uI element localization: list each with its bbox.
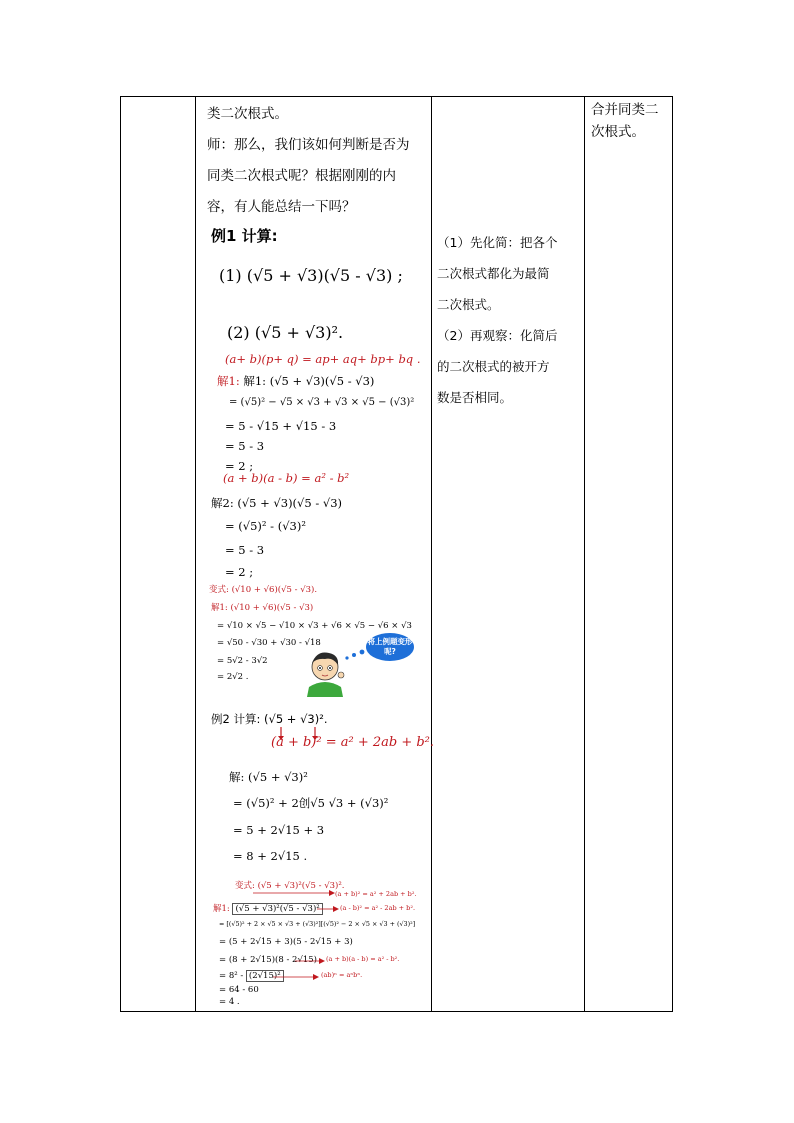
variant1-solution-head: 解1: (√10 + √6)(√5 - √3) — [211, 603, 314, 613]
variant2-step: = (5 + 2√15 + 3)(5 - 2√15 + 3) — [219, 937, 353, 947]
solution1-step: = 2 ; — [225, 459, 254, 473]
example2-title: 例2 计算: (√5 + √3)². — [211, 712, 328, 726]
formula-expand: (a+ b)(p+ q) = ap+ aq+ bp+ bq . — [225, 352, 421, 366]
solution1-head — [217, 373, 374, 389]
example1-question1: (1) (√5 + √3)(√5 - √3) ; — [219, 266, 403, 285]
intent-line: 次根式。 — [591, 124, 645, 140]
variant2-formula: (a - b)² = a² - 2ab + b². — [340, 904, 416, 912]
solution1-step: = (√5)² − √5 × √3 + √3 × √5 − (√3)² — [229, 397, 415, 408]
solution3-step: = 5 + 2√15 + 3 — [233, 823, 325, 837]
solution3-step: = (√5)² + 2创√5 √3 + (√3)² — [233, 796, 389, 810]
method-line: 的二次根式的被开方 — [437, 359, 550, 374]
dialogue-line: 类二次根式。 — [207, 106, 288, 122]
variant2-step: = (8 + 2√15)(8 - 2√15) — [219, 955, 317, 965]
solution2-step: = 5 - 3 — [225, 543, 265, 557]
example1-question2: (2) (√5 + √3)². — [227, 323, 344, 342]
dialogue-line: 同类二次根式呢？根据刚刚的内 — [207, 168, 396, 184]
variant2-step: = 4 . — [219, 997, 240, 1007]
thought-dots — [343, 647, 367, 661]
variant2-step-part: = 8² - — [219, 971, 244, 981]
method-line: 数是否相同。 — [437, 390, 513, 405]
dialogue-line: 师：那么，我们该如何判断是否为 — [207, 137, 410, 153]
solution-label: 解1: — [213, 904, 230, 914]
variant1-step: = √10 × √5 − √10 × √3 + √6 × √5 − √6 × √3 — [217, 621, 412, 631]
cartoon-boy-illustration — [303, 647, 347, 697]
intent-line: 合并同类二 — [591, 102, 659, 118]
variant2-step: = [(√5)² + 2 × √5 × √3 + (√3)²][(√5)² − 2 × √5 × √3 + (√3)²] — [219, 920, 416, 928]
variant1-step: = 5√2 - 3√2 — [217, 656, 268, 666]
method-line: （2）再观察：化简后 — [437, 328, 558, 343]
variant2-title: 变式: (√5 + √3)²(√5 - √3)². — [235, 881, 345, 891]
variant1-title: 变式: (√10 + √6)(√5 - √3). — [209, 585, 318, 595]
solution2-step: = 2 ; — [225, 565, 254, 579]
variant2-boxed-expr: (√5 + √3)²(√5 - √3)² — [232, 903, 322, 915]
formula-square: (a + b)² = a² + 2ab + b². — [271, 735, 435, 750]
variant2-formula: (a + b)(a - b) = a² - b². — [326, 955, 400, 963]
arrow-connector — [295, 957, 325, 965]
solution1-step: = 5 - √15 + √15 - 3 — [225, 419, 337, 433]
arrow-connector — [317, 905, 339, 913]
variant2-boxed-expr: (2√15)² — [246, 970, 284, 982]
solution1-step: = 5 - 3 — [225, 439, 265, 453]
variant2-step: = 64 - 60 — [219, 985, 259, 995]
column-divider — [195, 97, 196, 1011]
solution1-expr: 解1: (√5 + √3)(√5 - √3) — [243, 374, 375, 388]
variant2-formula: (a + b)² = a² + 2ab + b². — [335, 890, 417, 898]
example1-title: 例1 计算: — [211, 227, 278, 245]
solution2-head: 解2: (√5 + √3)(√5 - √3) — [211, 496, 343, 510]
variant2-solution — [213, 902, 323, 914]
solution3-step: = 8 + 2√15 . — [233, 849, 308, 863]
arrow-connector — [253, 889, 335, 897]
method-line: 二次根式。 — [437, 297, 500, 312]
lesson-table — [120, 96, 673, 1012]
solution-label: 解1: — [217, 374, 240, 388]
formula-difference-of-squares: (a + b)(a - b) = a² - b² — [223, 471, 350, 485]
teaching-content-cell — [203, 99, 435, 1009]
variant1-step: = √50 - √30 + √30 - √18 — [217, 638, 321, 648]
solution3-head: 解: (√5 + √3)² — [229, 770, 308, 784]
solution2-step: = (√5)² - (√3)² — [225, 519, 306, 533]
variant2-formula: (ab)ⁿ = aⁿbⁿ. — [321, 971, 363, 979]
variant1-step: = 2√2 . — [217, 672, 249, 682]
method-line: （1）先化简：把各个 — [437, 235, 558, 250]
speech-bubble: 将上例题变形呢? — [366, 633, 414, 661]
arrow-connector — [273, 973, 319, 981]
method-line: 二次根式都化为最简 — [437, 266, 550, 281]
dialogue-line: 容，有人能总结一下吗？ — [207, 199, 356, 215]
intent-cell — [591, 99, 671, 143]
method-summary-cell — [437, 227, 585, 413]
